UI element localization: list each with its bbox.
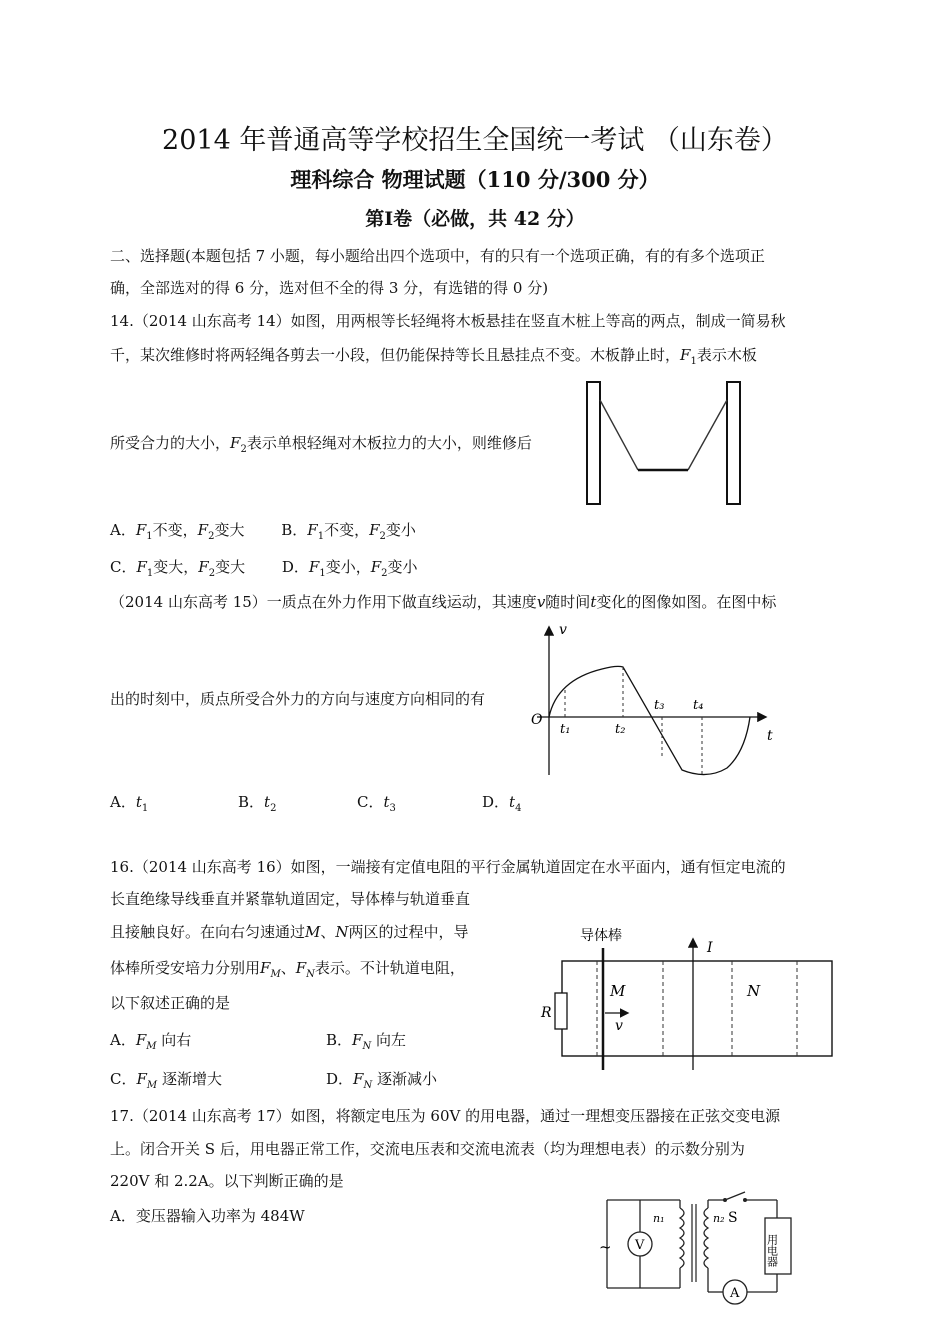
q16-line-4: 体棒所受安培力分别用$F_M$、$F_N$表示。不计轨道电阻， [110, 959, 465, 980]
q16-line-1: 16.（2014 山东高考 16）如图，一端接有定值电阻的平行金属轨道固定在水平面内，通有恒定电流的 [110, 858, 786, 876]
q14-text: 千，某次维修时将两轻绳各剪去一小段，但仍能保持等长且悬挂点不变。木板静止时， [110, 346, 681, 364]
v-axis-label: v [559, 622, 567, 638]
q14-option-b[interactable]: B．$F_1$不变，$F_2$变小 [281, 521, 416, 542]
secondary-turns-label: n₂ [713, 1212, 725, 1225]
resistor [555, 993, 567, 1029]
q17-option-a[interactable]: A．变压器输入功率为 484W [110, 1207, 305, 1225]
section-heading: 第I卷（必做，共 42 分） [365, 208, 585, 230]
q14-options-row-2 [110, 557, 418, 584]
q15-option-b[interactable]: B．$t_2$ [238, 793, 277, 814]
t2-label: t₂ [615, 722, 626, 737]
transformer-circuit-figure [595, 1188, 820, 1306]
q14-text: 所受合力的大小， [110, 434, 231, 452]
intro-line-1: 二、选择题(本题包括 7 小题，每小题给出四个选项中，有的只有一个选项正确，有的有多个选项正 [110, 247, 765, 265]
q14-text: 表示单根轻绳对木板拉力的大小，则维修后 [246, 434, 532, 452]
switch [725, 1192, 745, 1200]
t-axis-label: t [767, 728, 773, 744]
origin-label: O [531, 712, 543, 728]
q14-option-c[interactable]: C．$F_1$变大，$F_2$变大 [110, 558, 246, 579]
q17-line-2: 上。闭合开关 S 后，用电器正常工作，交流电压表和交流电流表（均为理想电表）的示数分别为 [110, 1140, 745, 1158]
velocity-label: v [615, 1018, 623, 1034]
q15-line-1: （2014 山东高考 15）一质点在外力作用下做直线运动，其速度v随时间t变化的图像如图。在图中标 [110, 593, 777, 611]
t4-label: t₄ [693, 698, 704, 713]
load-label: 用电器 [765, 1234, 779, 1267]
voltmeter-label: V [635, 1238, 645, 1253]
q16-option-a[interactable]: A．$F_M$ 向右 [110, 1031, 192, 1052]
subscript: 2 [240, 444, 247, 455]
q15-option-c[interactable]: C．$t_3$ [357, 793, 396, 814]
page-title: 2014 年普通高等学校招生全国统一考试 （山东卷） [162, 125, 788, 156]
q14-line-2 [110, 345, 757, 372]
q16-option-d[interactable]: D．$F_N$ 逐渐减小 [326, 1070, 437, 1091]
page-subtitle: 理科综合 物理试题（110 分/300 分） [290, 167, 660, 192]
symbol-F: F [230, 434, 241, 452]
q14-option-d[interactable]: D．$F_1$变小，$F_2$变小 [281, 558, 418, 579]
resistor-label: R [541, 1005, 552, 1021]
symbol-F: F [680, 346, 691, 364]
velocity-curve [549, 666, 750, 774]
q14-option-a[interactable]: A．$F_1$不变，$F_2$变大 [110, 521, 245, 542]
t1-label: t₁ [560, 722, 571, 737]
q16-line-5: 以下叙述正确的是 [110, 994, 231, 1012]
q16-option-b[interactable]: B．$F_N$ 向左 [326, 1031, 406, 1052]
ac-source-icon: ~ [599, 1238, 612, 1256]
q16-option-c[interactable]: C．$F_M$ 逐渐增大 [110, 1070, 222, 1091]
q15-option-a[interactable]: A．$t_1$ [110, 793, 149, 814]
q14-line-3 [110, 433, 532, 460]
swing-figure [582, 378, 747, 510]
q14-text: 表示木板 [696, 346, 757, 364]
q15-line-2: 出的时刻中，质点所受合外力的方向与速度方向相同的有 [110, 690, 486, 708]
primary-turns-label: n₁ [653, 1212, 665, 1225]
q17-line-3: 220V 和 2.2A。以下判断正确的是 [110, 1172, 344, 1190]
q17-line-1: 17.（2014 山东高考 17）如图，将额定电压为 60V 的用电器，通过一理想变压器接在正弦交变电源 [110, 1107, 781, 1125]
switch-label: S [728, 1210, 738, 1226]
q14-options-row-1 [110, 520, 416, 547]
ammeter-label: A [730, 1286, 740, 1301]
region-m-label: M [610, 982, 626, 1000]
intro-line-2: 确，全部选对的得 6 分，选对但不全的得 3 分，有选错的得 0 分) [110, 279, 549, 297]
q16-line-2: 长直绝缘导线垂直并紧靠轨道固定，导体棒与轨道垂直 [110, 890, 471, 908]
current-label: I [707, 940, 713, 956]
velocity-time-graph [527, 620, 782, 780]
q14-line-1: 14.（2014 山东高考 14）如图，用两根等长轻绳将木板悬挂在竖直木桩上等高的两点，制成一简易秋 [110, 312, 786, 330]
q15-option-d[interactable]: D．$t_4$ [482, 793, 522, 814]
region-n-label: N [747, 982, 761, 1000]
rail-circuit-figure [535, 918, 845, 1070]
secondary-coil [704, 1208, 708, 1268]
rod-label: 导体棒 [580, 928, 622, 944]
primary-coil [680, 1208, 684, 1268]
q16-line-3: 且接触良好。在向右匀速通过M、N两区的过程中，导 [110, 923, 469, 941]
subscript: 1 [690, 356, 697, 367]
t3-label: t₃ [654, 698, 665, 713]
